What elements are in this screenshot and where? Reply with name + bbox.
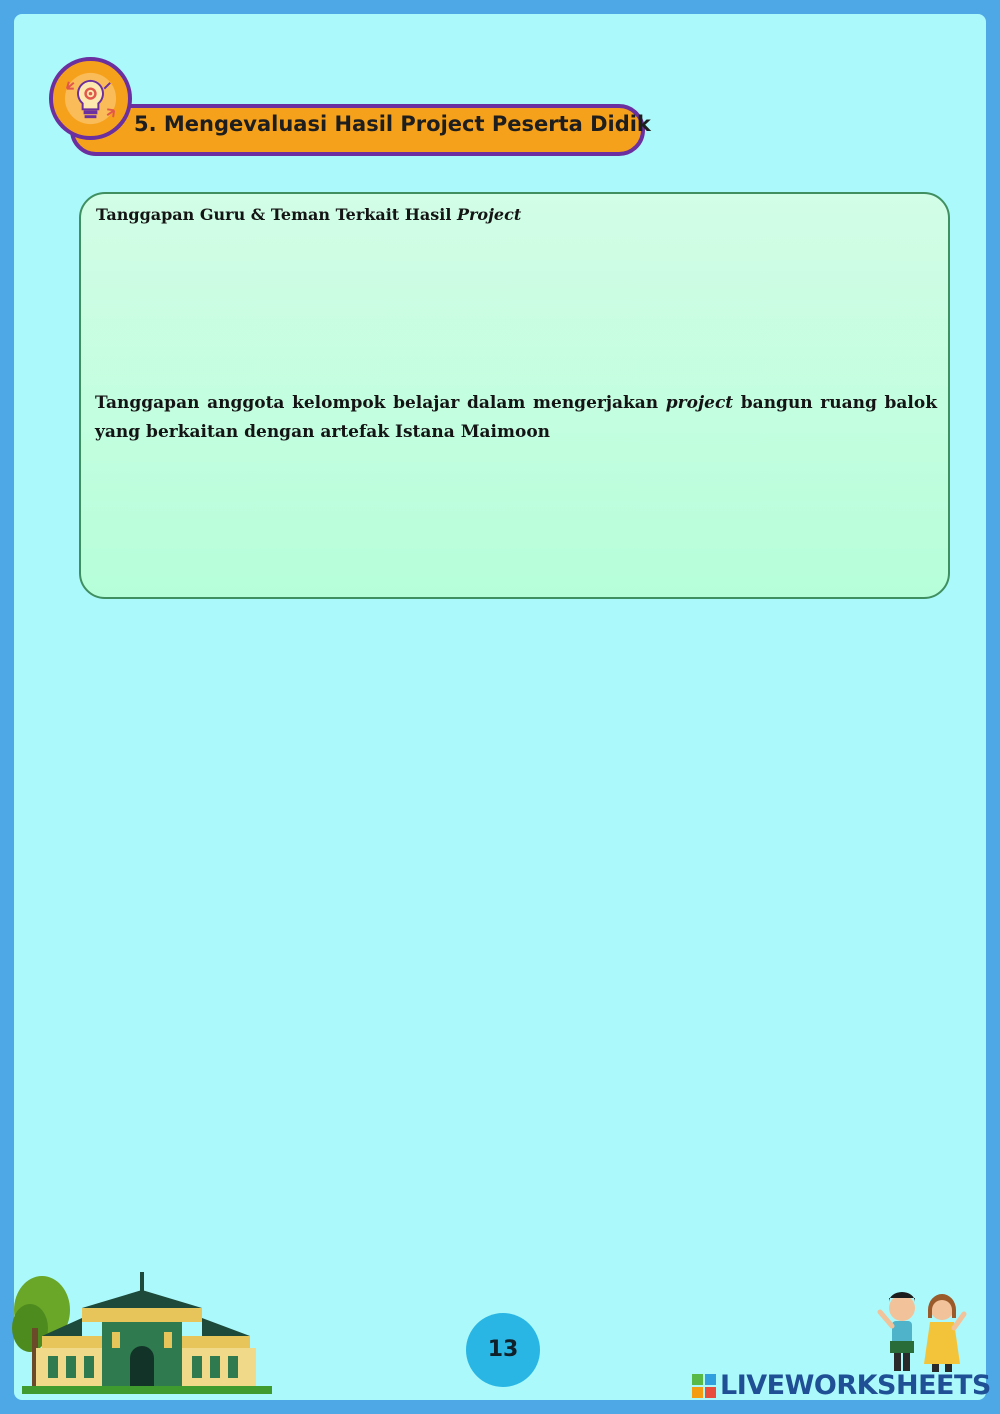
card-body-text-2: bangun ruang balok yang berkaitan dengan artefak Istana Maimoon	[95, 393, 937, 442]
card-instruction	[95, 389, 937, 447]
section-title: 5. Mengevaluasi Hasil Project Peserta Didik	[134, 112, 651, 136]
card-body-text-1: Tanggapan anggota kelompok belajar dalam mengerjakan	[95, 393, 666, 413]
lightbulb-gear-icon	[61, 69, 120, 128]
card-heading-italic: Project	[456, 205, 522, 224]
liveworksheets-logo-icon	[692, 1374, 716, 1398]
card-heading-text: Tanggapan Guru & Teman Terkait Hasil	[96, 205, 457, 224]
children-illustration	[872, 1286, 972, 1374]
section-badge	[49, 57, 132, 140]
brand-name: LIVEWORKSHEETS	[720, 1370, 991, 1401]
card-body-italic: project	[665, 393, 734, 413]
palace-illustration	[12, 1268, 274, 1398]
brand-watermark	[692, 1370, 991, 1401]
card-heading	[96, 205, 521, 224]
page-number: 13	[466, 1313, 540, 1387]
